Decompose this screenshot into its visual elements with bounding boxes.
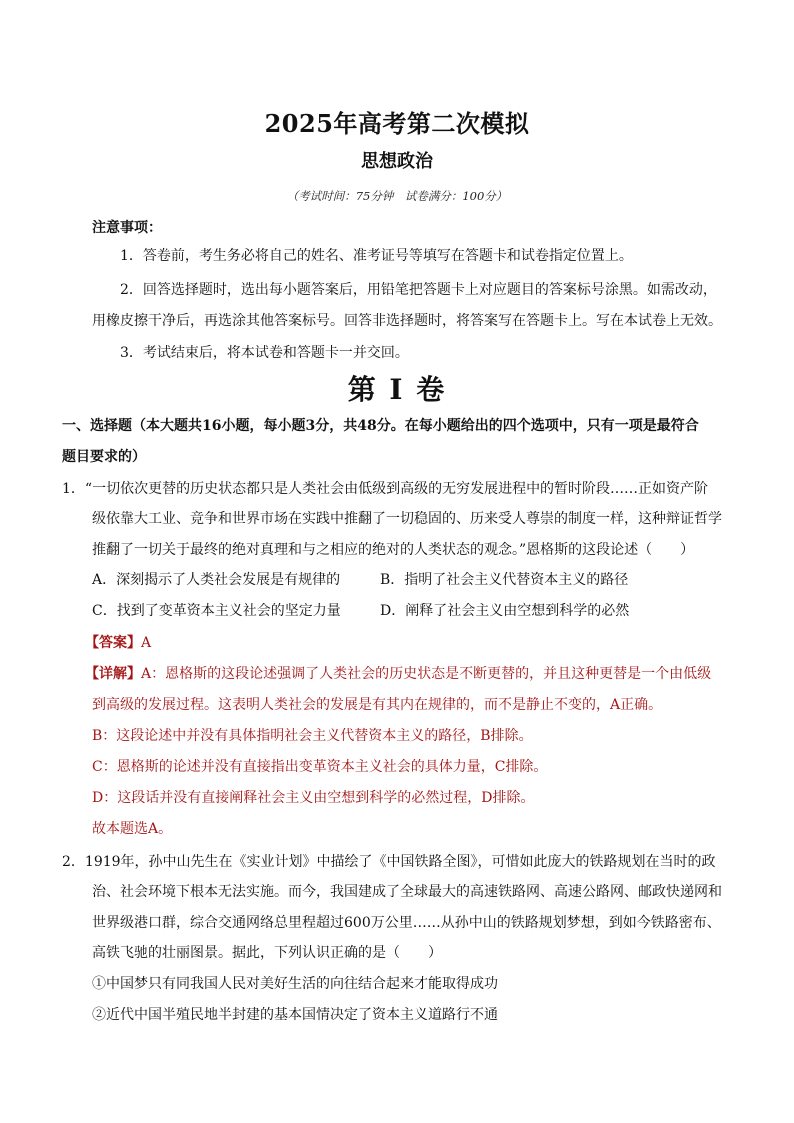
note-item-1: 1．答卷前，考生务必将自己的姓名、准考证号等填写在答题卡和试卷指定位置上。: [120, 248, 633, 264]
note-item-2-line-2: 用橡皮擦干净后，再选涂其他答案标号。回答非选择题时，将答案写在答题卡上。写在本试卷上无效。: [92, 313, 722, 329]
q1-conclusion: 故本题选A。: [92, 821, 173, 837]
q1-detail-d: D：这段话并没有直接阐释社会主义由空想到科学的必然过程，D排除。: [92, 790, 535, 806]
answer-tag: 【答案】: [85, 635, 141, 651]
q2-item-2: ②近代中国半殖民地半封建的基本国情决定了资本主义道路行不通: [92, 1007, 498, 1023]
q1-stem-line-2: 级依靠大工业、竞争和世界市场在实践中推翻了一切稳固的、历来受人尊崇的制度一样，这种辩证哲学: [92, 511, 722, 527]
q1-option-d: D．阐释了社会主义由空想到科学的必然: [380, 603, 630, 619]
answer-value: A: [141, 635, 152, 651]
exam-title: 2025年高考第二次模拟: [264, 109, 530, 138]
q2-stem-line-3: 世界级港口群，综合交通网络总里程超过600万公里……从孙中山的铁路规划梦想，到如今铁路密布、: [92, 915, 721, 931]
exam-subject: 思想政治: [361, 151, 433, 172]
q1-detail-line-2: 到高级的发展过程。这表明人类社会的发展是有其内在规律的，而不是静止不变的，A正确。: [92, 697, 663, 713]
q1-answer: [85, 633, 151, 653]
q2-item-1: ①中国梦只有同我国人民对美好生活的向往结合起来才能取得成功: [92, 976, 498, 992]
q1-detail-b: B：这段论述中并没有具体指明社会主义代替资本主义的路径，B排除。: [92, 728, 533, 744]
q1-detail-line-1: [85, 664, 711, 684]
q1-option-b: B．指明了社会主义代替资本主义的路径: [380, 572, 629, 588]
detail-text: A：恩格斯的这段论述强调了人类社会的历史状态是不断更替的，并且这种更替是一个由低级: [141, 666, 712, 682]
note-item-2-line-1: 2．回答选择题时，选出每小题答案后，用铅笔把答题卡上对应题目的答案标号涂黑。如需改动，: [120, 282, 717, 298]
q1-detail-c: C：恩格斯的论述并没有直接指出变革资本主义社会的具体力量，C排除。: [92, 759, 548, 775]
section-intro-line-2: 题目要求的）: [62, 449, 146, 465]
q1-option-c: C．找到了变革资本主义社会的坚定力量: [92, 603, 341, 619]
q1-stem-line-1: 1．“一切依次更替的历史状态都只是人类社会由低级到高级的无穷发展进程中的暂时阶段……正如资产阶: [62, 481, 709, 497]
detail-tag: 【详解】: [85, 666, 141, 682]
q2-stem-line-4: 高铁飞驰的壮丽图景。据此，下列认识正确的是（ ）: [92, 945, 442, 961]
notes-title: 注意事项：: [92, 220, 162, 236]
q1-option-a: A．深刻揭示了人类社会发展是有规律的: [92, 572, 341, 588]
q2-stem-line-2: 治、社会环境下根本无法实施。而今，我国建成了全球最大的高速铁路网、高速公路网、邮政快递网和: [92, 884, 722, 900]
exam-info: （考试时间：75分钟 试卷满分：100分）: [286, 189, 508, 203]
note-item-3: 3．考试结束后，将本试卷和答题卡一并交回。: [120, 345, 409, 361]
q1-stem-line-3: 推翻了一切关于最终的绝对真理和与之相应的绝对的人类状态的观念。”恩格斯的这段论述（ ）: [92, 542, 695, 558]
section-title: 第 I 卷: [347, 373, 447, 406]
q2-stem-line-1: 2．1919年，孙中山先生在《实业计划》中描绘了《中国铁路全图》，可惜如此庞大的铁路规划在当时的政: [62, 854, 716, 870]
section-intro-line-1: 一、选择题（本大题共16小题，每小题3分，共48分。在每小题给出的四个选项中，只有一项是最符合: [62, 418, 699, 434]
